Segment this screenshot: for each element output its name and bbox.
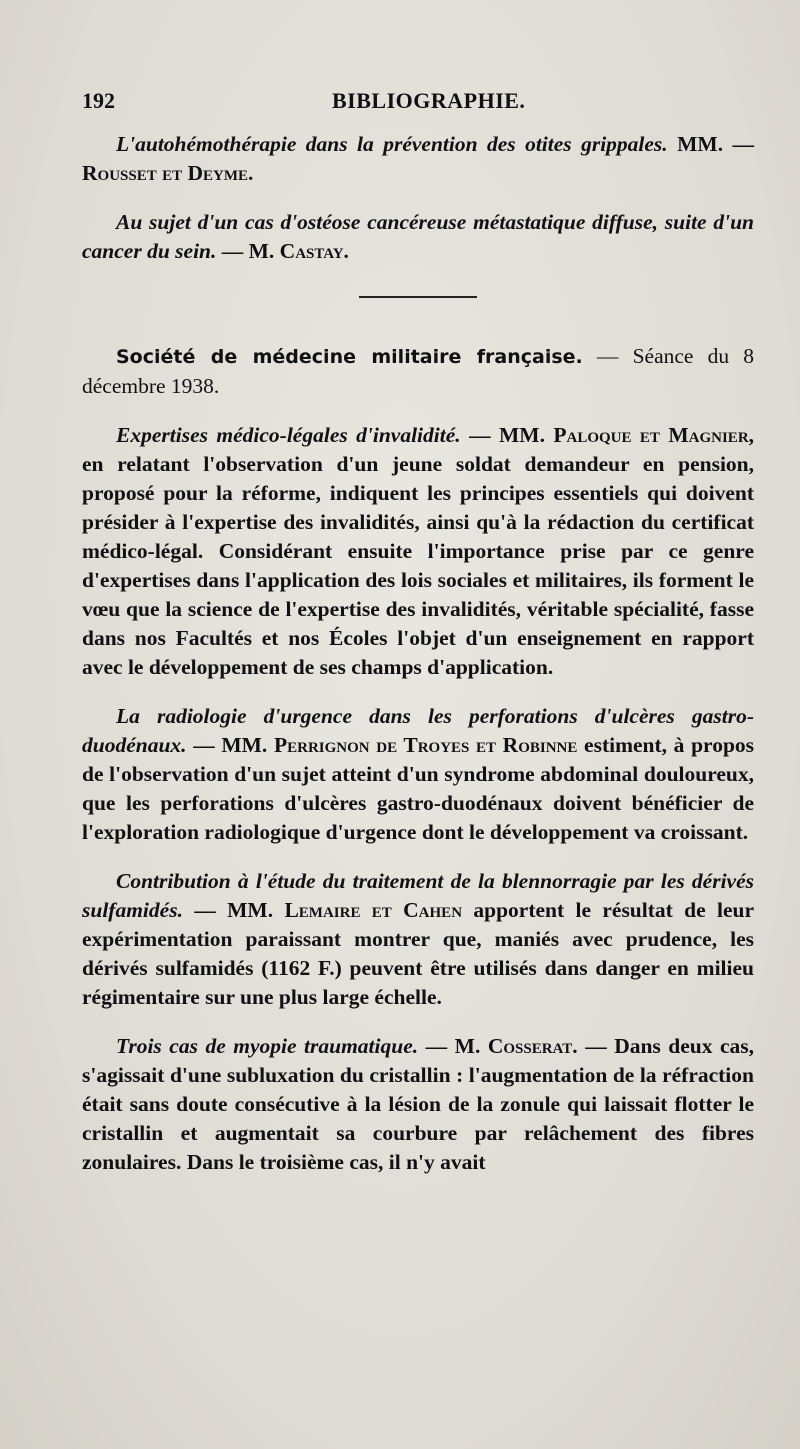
- running-title: BIBLIOGRAPHIE.: [332, 88, 526, 113]
- society-heading: [82, 342, 754, 401]
- communication-entry: [82, 867, 754, 1012]
- entry-title: L'autohémothérapie dans la prévention des otites grippales.: [116, 132, 668, 156]
- communication-authors-lead: — MM.: [194, 898, 274, 922]
- communication-body: en relatant l'observation d'un jeune soldat demandeur en pension, proposé pour la réforme, indiquent les principes essentiels qui doivent présider à l'expertise des invalidités, ainsi qu'à la rédaction du certificat médico-légal. Considérant ensuite l'importance prise par ce genre d'expertises dans l'application des lois sociales et militaires, ils forment le vœu que la science de l'expertise des invalidités, véritable spécialité, fasse dans nos Facultés et nos Écoles l'objet d'un enseignement en rapport avec le développement de ses champs d'application.: [82, 452, 754, 679]
- communication-entry: [82, 421, 754, 682]
- communication-entry: [82, 702, 754, 847]
- running-header: [82, 88, 754, 114]
- bibliography-entry: [82, 130, 754, 188]
- entry-title: Au sujet d'un cas d'ostéose cancéreuse métastatique diffuse, suite d'un cancer du sein.: [82, 210, 754, 263]
- communication-entry: [82, 1032, 754, 1177]
- communication-body: estiment, à propos de l'observation d'un sujet atteint d'un syndrome abdominal douloureux, que les perforations d'ulcères gastro-duodénaux doivent bénéficier de l'exploration radiologique d'urgence dont le développement va croissant.: [82, 733, 755, 844]
- communication-authors: Perrignon de Troyes et Robinne: [273, 733, 578, 757]
- page-number: 192: [82, 88, 115, 113]
- communication-authors: Cosserat.: [487, 1034, 578, 1058]
- communication-title: Contribution à l'étude du traitement de la blennorragie par les dérivés sulfamidés.: [82, 869, 754, 922]
- communication-title: Trois cas de myopie traumatique.: [116, 1034, 419, 1058]
- communication-authors: Paloque et Magnier,: [553, 423, 755, 447]
- bibliography-entry: [82, 208, 754, 266]
- entry-authors: M. Castay.: [248, 239, 349, 263]
- entry-authors-lead: MM. —: [677, 132, 755, 156]
- entry-authors: Rousset et Deyme.: [82, 161, 254, 185]
- communication-authors-lead: — MM.: [193, 733, 268, 757]
- communication-body: apportent le résultat de leur expérimentation paraissant montrer que, maniés avec prudence, les dérivés sulfamidés (1162 F.) peuvent être utilisés dans danger en milieu régimentaire sur une plus large échelle.: [82, 898, 755, 1009]
- communication-authors-lead: — MM.: [469, 423, 545, 447]
- communication-title: La radiologie d'urgence dans les perforations d'ulcères gastro-duodénaux.: [82, 704, 754, 757]
- communication-title: Expertises médico-légales d'invalidité.: [116, 423, 461, 447]
- section-divider: [359, 296, 477, 298]
- session-date: — Séance du 8 décembre 1938.: [82, 344, 754, 398]
- communication-authors: Lemaire et Cahen: [284, 898, 463, 922]
- communication-body: — Dans deux cas, s'agissait d'une subluxation du cristallin : l'augmentation de la réfraction était sans doute consécutive à la lésion de la zonule qui laissait flotter le cristallin et augmentait sa courbure par relâchement des fibres zonulaires. Dans le troisième cas, il n'y avait: [82, 1034, 755, 1174]
- communication-authors-lead: — M.: [425, 1034, 481, 1058]
- entry-authors-lead: —: [221, 239, 244, 263]
- society-name: Société de médecine militaire française.: [116, 346, 583, 368]
